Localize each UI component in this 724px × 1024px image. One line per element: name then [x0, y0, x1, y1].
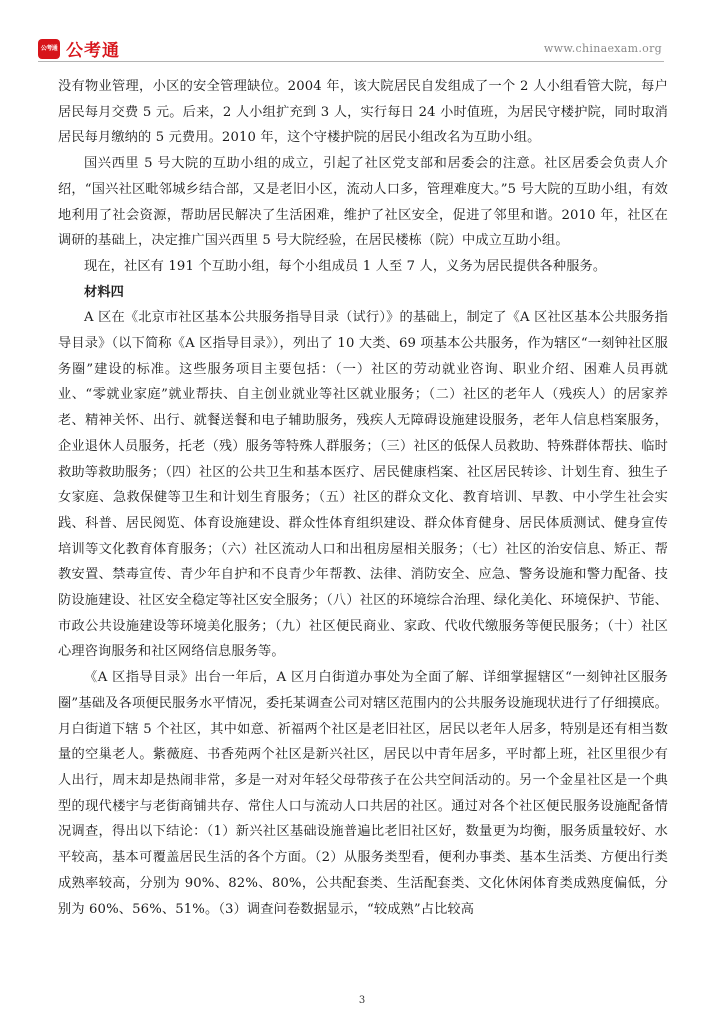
site-logo[interactable]	[38, 36, 120, 61]
section-heading: 材料四	[84, 284, 125, 300]
document-body	[58, 74, 668, 922]
paragraph: 现在，社区有 191 个互助小组，每个小组成员 1 人至 7 人，义务为居民提供各种服务。	[84, 258, 607, 274]
paragraph: 国兴西里 5 号大院的互助小组的成立，引起了社区党支部和居委会的注意。社区居委会负责人介绍，“国兴社区毗邻城乡结合部，又是老旧小区，流动人口多，管理难度大。”5 号大院的互助小组，有效地利用了社会资源，帮助居民解决了生活困难，维护了社区安全，促进了邻里和谐。2010 年，社区在调研的基础上，决定推广国兴西里 5 号大院经验，在居民楼栋（院）中成立互助小组。	[58, 156, 668, 249]
logo-badge-icon: 公考通	[38, 39, 60, 59]
paragraph: A 区在《北京市社区基本公共服务指导目录（试行）》的基础上，制定了《A 区社区基本公共服务指导目录》（以下简称《A 区指导目录》），列出了 10 大类、69 项基本公共服务，作为辖区“一刻钟社区服务圈”建设的标准。这些服务项目主要包括：（一）社区的劳动就业咨询、职业介绍、困难人员再就业、“零就业家庭”就业帮扶、自主创业就业等社区就业服务；（二）社区的老年人（残疾人）的居家养老、精神关怀、出行、就餐送餐和电子辅助服务，残疾人无障碍设施建设服务，老年人信息档案服务，企业退休人员服务，托老（残）服务等特殊人群服务；（三）社区的低保人员救助、特殊群体帮扶、临时救助等救助服务；（四）社区的公共卫生和基本医疗、居民健康档案、社区居民转诊、计划生育、独生子女家庭、急救保健等卫生和计划生育服务；（五）社区的群众文化、教育培训、早教、中小学生社会实践、科普、居民阅览、体育设施建设、群众性体育组织建设、群众体育健身、居民体质测试、健身宣传培训等文化教育体育服务；（六）社区流动人口和出租房屋相关服务；（七）社区的治安信息、矫正、帮教安置、禁毒宣传、青少年自护和不良青少年帮教、法律、消防安全、应急、警务设施和警力配备、技防设施建设、社区安全稳定等社区安全服务；（八）社区的环境综合治理、绿化美化、环境保护、节能、市政公共设施建设等环境美化服务；（九）社区便民商业、家政、代收代缴服务等便民服务；（十）社区心理咨询服务和社区网络信息服务等。	[58, 310, 668, 660]
header-divider	[38, 61, 664, 62]
page-header	[38, 34, 664, 64]
logo-text: 公考通	[66, 41, 120, 61]
site-url-link[interactable]: www.chinaexam.org	[543, 42, 662, 55]
paragraph-continuation: 没有物业管理，小区的安全管理缺位。2004 年，该大院居民自发组成了一个 2 人小组看管大院，每户居民每月交费 5 元。后来，2 人小组扩充到 3 人，实行每日 24 小时值班，为居民守楼护院，同时取消居民每月缴纳的 5 元费用。2010 年，这个守楼护院的居民小组改名为互助小组。	[58, 79, 668, 146]
paragraph: 《A 区指导目录》出台一年后，A 区月白街道办事处为全面了解、详细掌握辖区“一刻钟社区服务圈”基础及各项便民服务水平情况，委托某调查公司对辖区范围内的公共服务设施现状进行了仔细摸底。月白街道下辖 5 个社区，其中如意、祈福两个社区是老旧社区，居民以老年人居多，特别是还有相当数量的空巢老人。紫薇庭、书香苑两个社区是新兴社区，居民以中青年居多，平时都上班，社区里很少有人出行，周末却是热闹非常，多是一对对年轻父母带孩子在公共空间活动的。另一个金星社区是一个典型的现代楼宇与老街商铺共存、常住人口与流动人口共居的社区。通过对各个社区便民服务设施配备情况调查，得出以下结论：（1）新兴社区基础设施普遍比老旧社区好，数量更为均衡，服务质量较好、水平较高，基本可覆盖居民生活的各个方面。（2）从服务类型看，便利办事类、基本生活类、方便出行类成熟率较高，分别为 90%、82%、80%，公共配套类、生活配套类、文化休闲体育类成熟度偏低，分别为 60%、56%、51%。（3）调查问卷数据显示，“较成熟”占比较高	[58, 670, 668, 917]
page-number: 3	[358, 995, 366, 1006]
